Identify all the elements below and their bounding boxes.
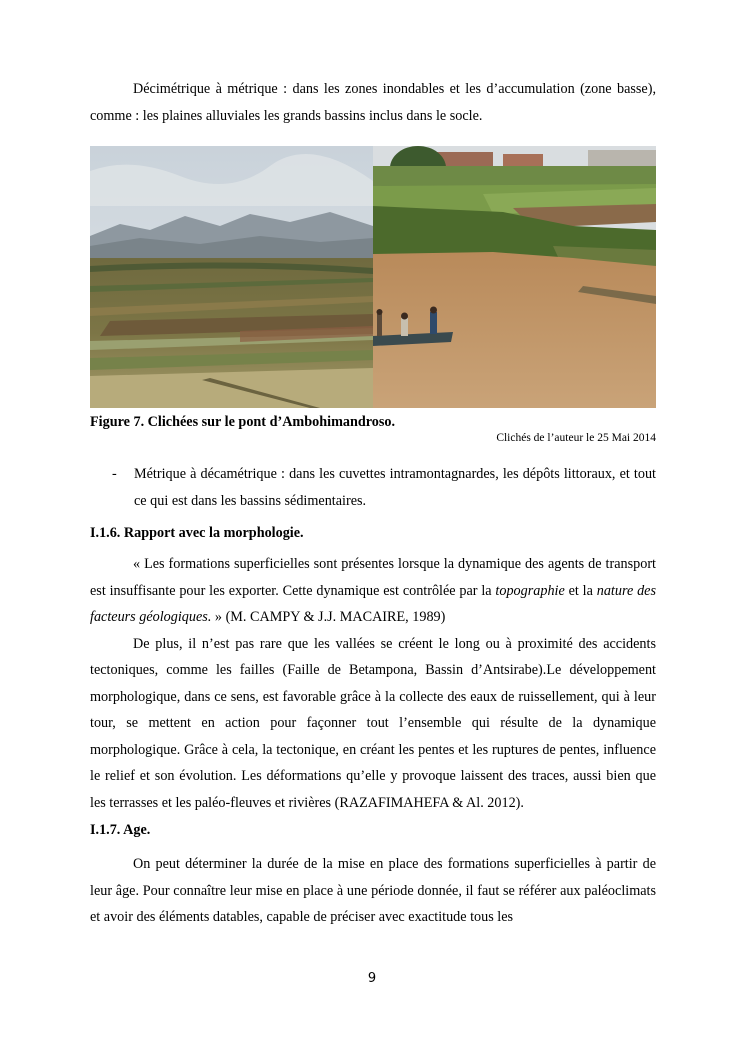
list-item (90, 461, 656, 514)
section-heading-age: I.1.7. Age. (90, 822, 151, 838)
bullet-dash: - (112, 466, 117, 482)
quote-paragraph (90, 551, 656, 631)
morphologie-paragraph: De plus, il n’est pas rare que les vallées se créent le long ou à proximité des accidents tectoniques, comme les failles (Faille de Betampona, Bassin d’Antsirabe).Le développement morphologique, dans ce sens, est favorable grâce à la collecte des eaux de ruissellement, qui à leur tour, se mettent en action pour façonner tout l’ensemble qui résulte de la dynamique morphologique. Grâce à cela, la tectonique, en créant les pentes et les ruptures de pentes, influence le relief et son évolution. Les déformations qu’elle y provoque laissent des traces, aussi bien que les terrasses et les paléo-fleuves et rivières (RAZAFIMAHEFA & Al. 2012). (90, 635, 656, 811)
figure-caption: Figure 7. Clichées sur le pont d’Ambohimandroso. (90, 414, 396, 430)
page-number: 9 (367, 971, 377, 986)
age-paragraph: On peut déterminer la durée de la mise en place des formations superficielles à partir de leur âge. Pour connaître leur mise en place à une période donnée, il faut se référer aux paléoclimats et avoir des éléments datables, capable de préciser avec exactitude tous les (90, 856, 656, 925)
section-heading-morphologie: I.1.6. Rapport avec la morphologie. (90, 525, 304, 541)
figure-7 (90, 146, 656, 408)
morphologie-section-body (90, 551, 656, 816)
river-boat-photo (373, 146, 656, 408)
figure-credit: Clichés de l’auteur le 25 Mai 2014 (496, 432, 656, 444)
intro-paragraph-block (90, 76, 656, 129)
quote-text-a: « Les formations superficielles sont présentes lorsque la dynamique des agents de transport est insuffisante pour les exporter. Cette dynamique est contrôlée par la (90, 556, 656, 599)
bullet-text: Métrique à décamétrique : dans les cuvettes intramontagnardes, les dépôts littoraux, et tout ce qui est dans les bassins sédimentaires. (134, 466, 656, 509)
rice-fields-mountains-photo (90, 146, 373, 408)
intro-paragraph: Décimétrique à métrique : dans les zones inondables et les d’accumulation (zone basse), comme : les plaines alluviales les grands bassins inclus dans le socle. (90, 81, 656, 124)
age-section-body (90, 851, 656, 931)
quote-emphasis-topographie: topographie (495, 582, 565, 599)
quote-citation: » (M. CAMPY & J.J. MACAIRE, 1989) (211, 609, 446, 625)
quote-text-b: et la (564, 582, 597, 599)
quote-emphasis-nature: nature des facteurs géologiques. (90, 582, 656, 625)
